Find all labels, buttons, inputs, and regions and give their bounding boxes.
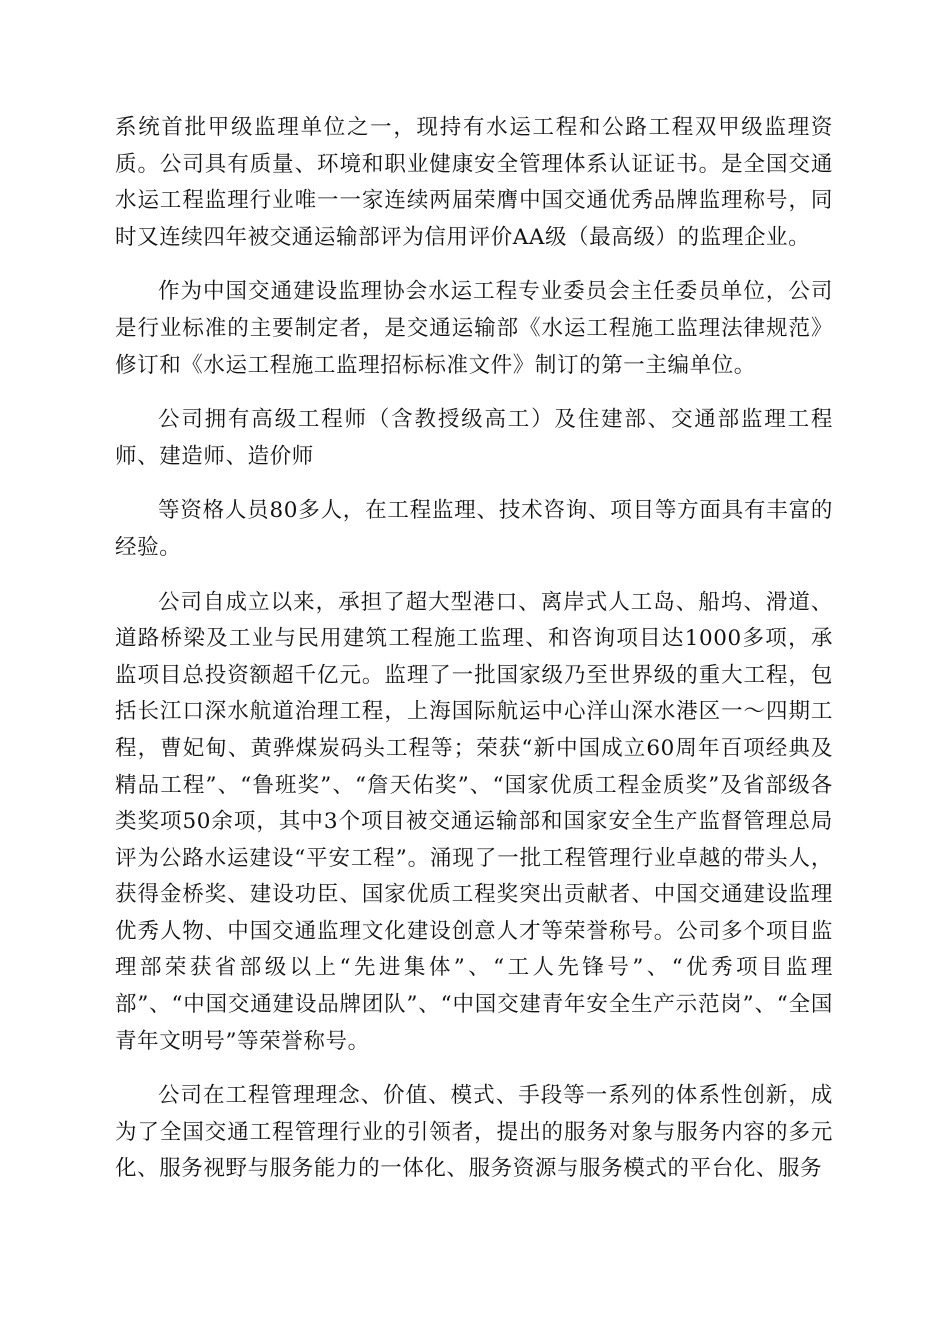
paragraph-5: 公司自成立以来，承担了超大型港口、离岸式人工岛、船坞、滑道、道路桥梁及工业与民用建筑工程施工监理、和咨询项目达1000多项，承监项目总投资额超千亿元。监理了一批国家级乃至世界级的重大工程，包括长江口深水航道治理工程，上海国际航运中心洋山深水港区一～四期工程，曹妃甸、黄骅煤炭码头工程等；荣获“新中国成立60周年百项经典及精品工程”、“鲁班奖”、“詹天佑奖”、“国家优质工程金质奖”及省部级各类奖项50余项，其中3个项目被交通运输部和国家安全生产监督管理总局评为公路水运建设“平安工程”。涌现了一批工程管理行业卓越的带头人，获得金桥奖、建设功臣、国家优质工程奖突出贡献者、中国交通建设监理优秀人物、中国交通监理文化建设创意人才等荣誉称号。公司多个项目监理部荣获省部级以上“先进集体”、“工人先锋号”、“优秀项目监理部”、“中国交通建设品牌团队”、“中国交建青年安全生产示范岗”、“全国青年文明号”等荣誉称号。 (115, 589, 833, 1054)
document-body (115, 110, 833, 1206)
paragraph-1: 系统首批甲级监理单位之一，现持有水运工程和公路工程双甲级监理资质。公司具有质量、环境和职业健康安全管理体系认证证书。是全国交通水运工程监理行业唯一一家连续两届荣膺中国交通优秀品牌监理称号，同时又连续四年被交通运输部评为信用评价AA级（最高级）的监理企业。 (115, 115, 833, 250)
paragraph-4: 等资格人员80多人，在工程监理、技术咨询、项目等方面具有丰富的经验。 (115, 498, 833, 560)
paragraph-3: 公司拥有高级工程师（含教授级高工）及住建部、交通部监理工程师、建造师、造价师 (115, 407, 833, 469)
paragraph-6: 公司在工程管理理念、价值、模式、手段等一系列的体系性创新，成为了全国交通工程管理行业的引领者，提出的服务对象与服务内容的多元化、服务视野与服务能力的一体化、服务资源与服务模式的平台化、服务 (115, 1083, 833, 1182)
paragraph-2: 作为中国交通建设监理协会水运工程专业委员会主任委员单位，公司是行业标准的主要制定者，是交通运输部《水运工程施工监理法律规范》修订和《水运工程施工监理招标标准文件》制订的第一主编单位。 (115, 279, 833, 378)
